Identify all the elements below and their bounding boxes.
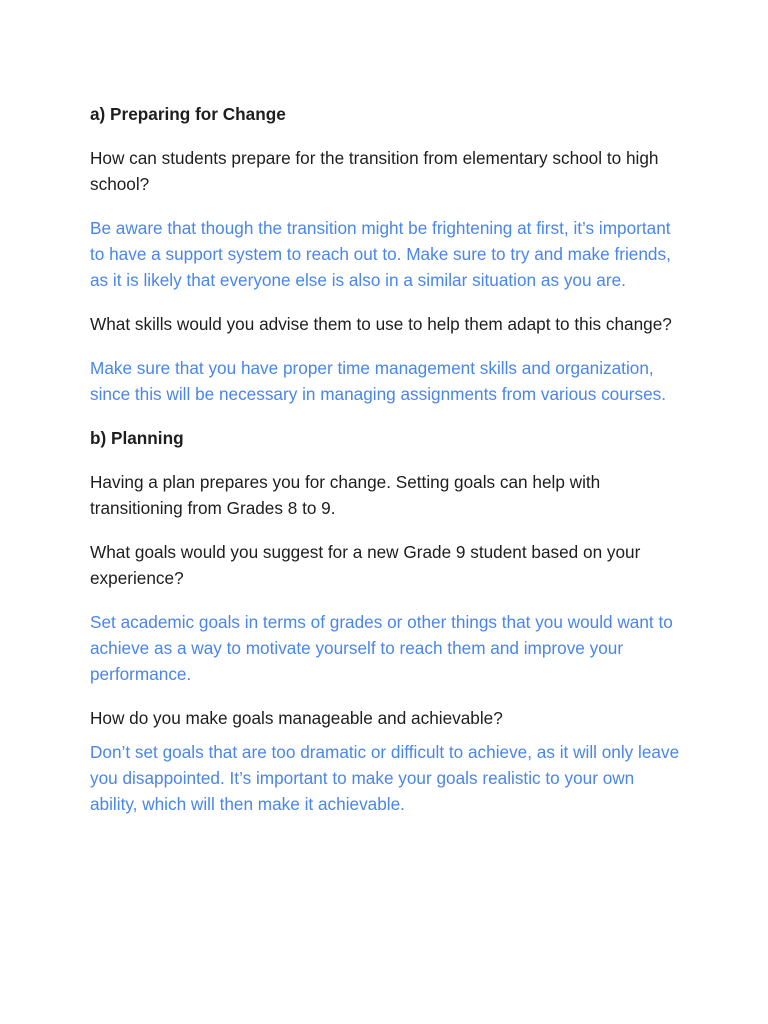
section-b-heading: b) Planning (90, 428, 184, 448)
section-a-question-1: How can students prepare for the transition from elementary school to high school? (90, 148, 659, 194)
section-b-question-1: What goals would you suggest for a new Grade 9 student based on your experience? (90, 542, 641, 588)
section-a-heading: a) Preparing for Change (90, 104, 286, 124)
section-a-answer-1: Be aware that though the transition might be frightening at first, it’s important to have a support system to reach out to. Make sure to try and make friends, as it is likely that everyone else is also in a similar situation as you are. (90, 218, 671, 290)
section-b-answer-1: Set academic goals in terms of grades or other things that you would want to achieve as a way to motivate yourself to reach them and improve your performance. (90, 612, 673, 684)
section-a-question-2: What skills would you advise them to use to help them adapt to this change? (90, 314, 672, 334)
section-a-answer-2: Make sure that you have proper time management skills and organization, since this will be necessary in managing assignments from various courses. (90, 358, 667, 404)
section-b-intro: Having a plan prepares you for change. Setting goals can help with transitioning from Grades 8 to 9. (90, 472, 601, 518)
section-b-question-2: How do you make goals manageable and achievable? (90, 708, 503, 728)
section-b-answer-2: Don’t set goals that are too dramatic or difficult to achieve, as it will only leave you disappointed. It’s important to make your goals realistic to your own ability, which will then make it achievable. (90, 742, 680, 814)
